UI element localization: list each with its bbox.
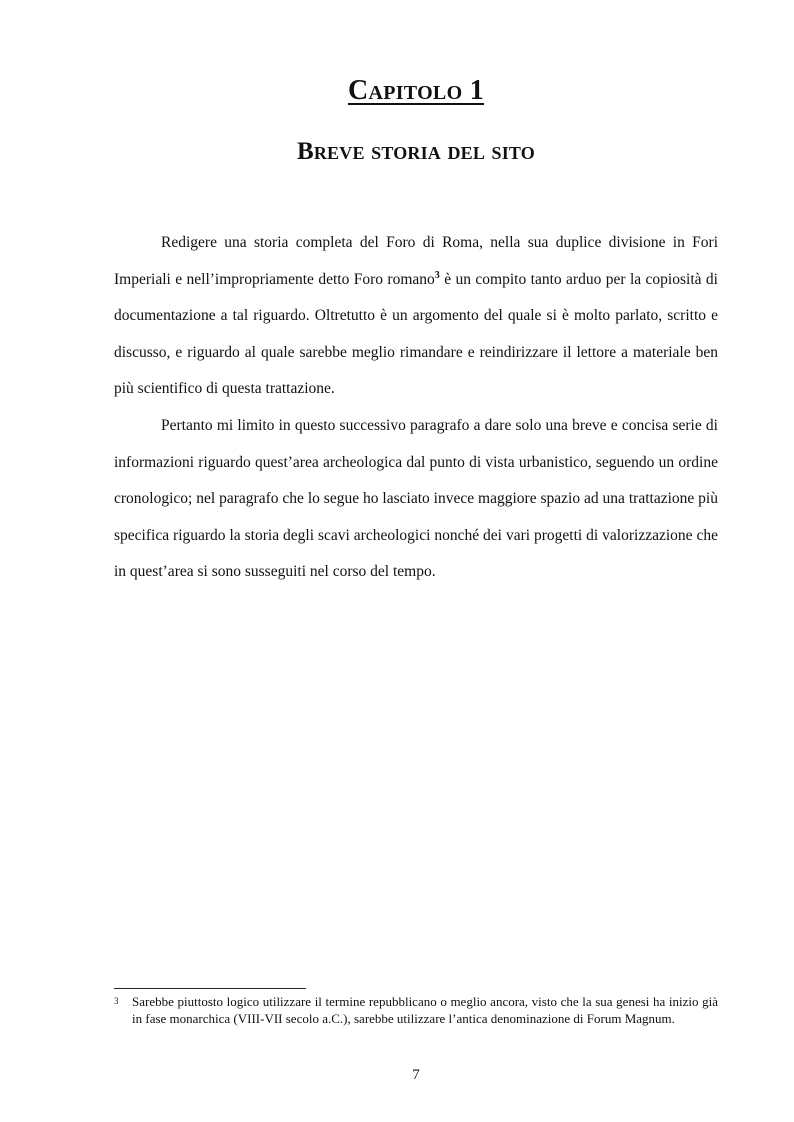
footnote-separator — [114, 988, 306, 989]
paragraph-1-text-after-note: è un compito tanto arduo per la copiosità di documentazione a tal riguardo. Oltretutto è un argomento del quale si è molto parlato, scritto e discusso, e riguardo al quale sarebbe meglio rimandare e reindirizzare il lettore a materiale ben più scientifico di questa trattazione. — [114, 270, 718, 398]
section-title: Breve storia del sito — [296, 138, 536, 165]
footnote-text: Sarebbe piuttosto logico utilizzare il termine repubblicano o meglio ancora, visto che la sua genesi ha inizio già in fase monarchica (VIII-VII secolo a.C.), sarebbe utilizzare l’antica denominazione di Forum Magnum. — [132, 994, 718, 1026]
footnote — [114, 993, 718, 1027]
footnote-marker: 3 — [114, 996, 119, 1006]
page-number: 7 — [412, 1067, 420, 1083]
chapter-title: Capitolo 1 — [347, 75, 485, 106]
paragraph-1-text-before-note: Redigere una storia completa del Foro di Roma, nella sua duplice divisione in Fori Imperiali e nell’impropriamente detto Foro romano — [114, 234, 718, 288]
footnote-reference: 3 — [434, 269, 440, 281]
body-text — [114, 225, 718, 591]
paragraph-2: Pertanto mi limito in questo successivo paragrafo a dare solo una breve e concisa serie di informazioni riguardo quest’area archeologica dal punto di vista urbanistico, seguendo un ordine cronologico; nel paragrafo che lo segue ho lasciato invece maggiore spazio ad una trattazione più specifica riguardo la storia degli scavi archeologici nonché dei vari progetti di valorizzazione che in quest’area si sono susseguiti nel corso del tempo. — [114, 416, 718, 581]
paragraph-1 — [114, 225, 718, 408]
